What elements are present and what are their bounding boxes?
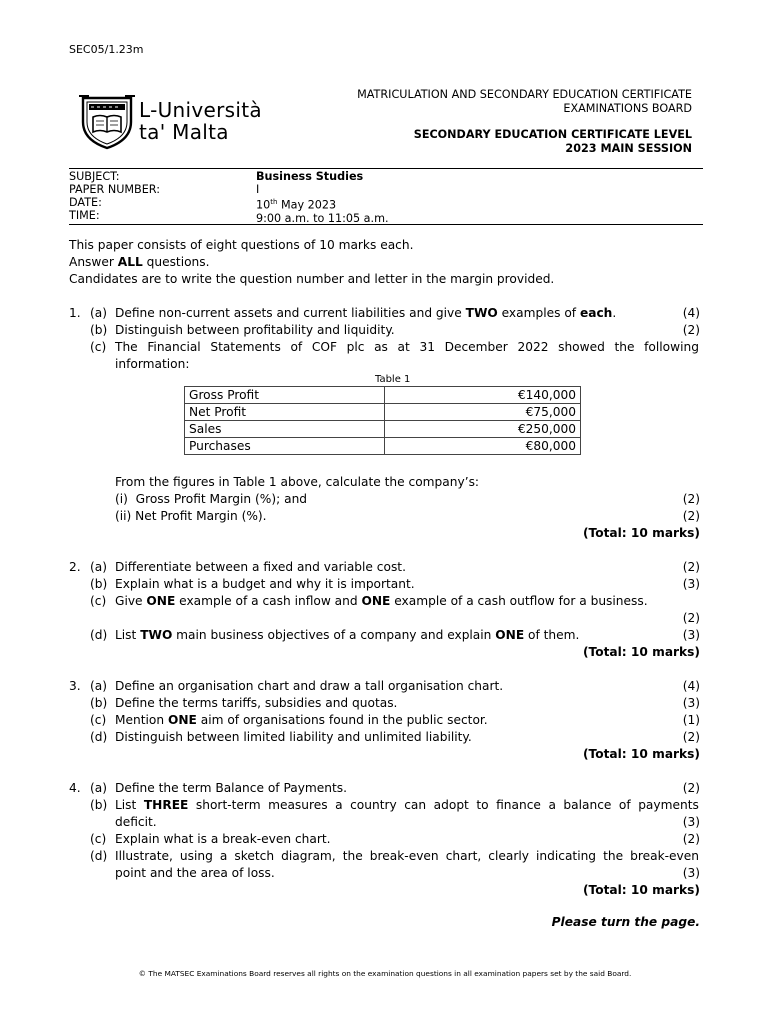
q1a-marks: (4) (682, 306, 700, 320)
financial-table (184, 386, 581, 455)
university-name-line1: L-Università (139, 98, 262, 122)
q1-calc-intro: From the figures in Table 1 above, calculate the company’s: (115, 475, 480, 489)
info-labels (69, 170, 160, 222)
q4a-marks: (2) (682, 781, 700, 795)
q2a-text: Differentiate between a fixed and variable cost. (115, 560, 406, 574)
q4d-text-cont: point and the area of loss. (115, 866, 275, 880)
q4-number: 4. (69, 781, 81, 795)
q2a-letter: (a) (90, 560, 107, 574)
q3d-marks: (2) (682, 730, 700, 744)
q3c-marks: (1) (682, 713, 700, 727)
q2d-text: List TWO main business objectives of a company and explain ONE of them. (115, 628, 580, 642)
q3b-text: Define the terms tariffs, subsidies and quotas. (115, 696, 398, 710)
q2b-letter: (b) (90, 577, 108, 591)
q1a-text: Define non-current assets and current liabilities and give TWO examples of each. (115, 306, 617, 320)
q3-total: (Total: 10 marks) (582, 747, 700, 761)
board-title: MATRICULATION AND SECONDARY EDUCATION CERTIFICATE EXAMINATIONS BOARD (357, 88, 692, 115)
q1-calc-ii-marks: (2) (682, 509, 700, 523)
session-title: SECONDARY EDUCATION CERTIFICATE LEVEL 2023 MAIN SESSION (413, 128, 692, 155)
q2b-text: Explain what is a budget and why it is important. (115, 577, 415, 591)
q3d-text: Distinguish between limited liability and unlimited liability. (115, 730, 472, 744)
table-row: Net Profit €75,000 (185, 404, 581, 421)
q3-number: 3. (69, 679, 81, 693)
turn-page-note: Please turn the page. (551, 915, 700, 929)
date-value: 10th May 2023 (256, 198, 337, 212)
q4d-marks: (3) (682, 866, 700, 880)
q1b-text: Distinguish between profitability and liquidity. (115, 323, 395, 337)
q3b-marks: (3) (682, 696, 700, 710)
q2-number: 2. (69, 560, 81, 574)
q2c-letter: (c) (90, 594, 107, 608)
q2c-marks: (2) (682, 611, 700, 625)
subject-label: SUBJECT: (69, 170, 120, 183)
q4c-marks: (2) (682, 832, 700, 846)
instruction-line2: Answer ALL questions. (69, 255, 210, 269)
paper-code: SEC05/1.23m (69, 43, 144, 56)
q1b-letter: (b) (90, 323, 108, 337)
instruction-line1: This paper consists of eight questions of 10 marks each. (69, 238, 414, 252)
table-row: Purchases €80,000 (185, 438, 581, 455)
q1c-text: The Financial Statements of COF plc as at 31 December 2022 showed the following (115, 340, 699, 354)
q3b-letter: (b) (90, 696, 108, 710)
q4a-letter: (a) (90, 781, 107, 795)
q2d-letter: (d) (90, 628, 108, 642)
table-row: Gross Profit €140,000 (185, 387, 581, 404)
q3c-letter: (c) (90, 713, 107, 727)
divider-top (69, 168, 703, 169)
q3a-text: Define an organisation chart and draw a tall organisation chart. (115, 679, 504, 693)
university-name-line2: ta' Malta (139, 120, 229, 144)
q4d-text: Illustrate, using a sketch diagram, the break-even chart, clearly indicating the break-even (115, 849, 699, 863)
q4b-marks: (3) (682, 815, 700, 829)
q4b-text: List THREE short-term measures a country can adopt to finance a balance of payments (115, 798, 699, 812)
q3c-text: Mention ONE aim of organisations found in the public sector. (115, 713, 488, 727)
info-values (256, 170, 389, 225)
table-caption: Table 1 (375, 374, 411, 385)
q3d-letter: (d) (90, 730, 108, 744)
q1c-letter: (c) (90, 340, 107, 354)
q4-total: (Total: 10 marks) (582, 883, 700, 897)
q4c-text: Explain what is a break-even chart. (115, 832, 331, 846)
paper-label: PAPER NUMBER: (69, 183, 160, 196)
q1-calc-ii: (ii) Net Profit Margin (%). (115, 509, 267, 523)
q2d-marks: (3) (682, 628, 700, 642)
date-label: DATE: (69, 196, 102, 209)
divider-bottom (69, 224, 703, 225)
q1a-letter: (a) (90, 306, 107, 320)
q4b-letter: (b) (90, 798, 108, 812)
q4a-text: Define the term Balance of Payments. (115, 781, 348, 795)
time-value: 9:00 a.m. to 11:05 a.m. (256, 211, 389, 225)
table-row: Sales €250,000 (185, 421, 581, 438)
q1-calc-i: (i) Gross Profit Margin (%); and (115, 492, 308, 506)
q1-number: 1. (69, 306, 81, 320)
q1-total: (Total: 10 marks) (582, 526, 700, 540)
university-crest-icon (77, 92, 137, 150)
instruction-line3: Candidates are to write the question number and letter in the margin provided. (69, 272, 555, 286)
q4d-letter: (d) (90, 849, 108, 863)
q2-total: (Total: 10 marks) (582, 645, 700, 659)
q1-calc-i-marks: (2) (682, 492, 700, 506)
time-label: TIME: (69, 209, 100, 222)
q3a-marks: (4) (682, 679, 700, 693)
q3a-letter: (a) (90, 679, 107, 693)
q1c-text-cont: information: (115, 357, 190, 371)
q2a-marks: (2) (682, 560, 700, 574)
paper-value: I (256, 183, 260, 196)
q4c-letter: (c) (90, 832, 107, 846)
q4b-text-cont: deficit. (115, 815, 157, 829)
q2b-marks: (3) (682, 577, 700, 591)
q2c-text: Give ONE example of a cash inflow and ONE example of a cash outflow for a business. (115, 594, 648, 608)
copyright-footer: © The MATSEC Examinations Board reserves all rights on the examination questions in all examination papers set by the said Board. (138, 969, 632, 978)
q1b-marks: (2) (682, 323, 700, 337)
subject-value: Business Studies (256, 170, 364, 183)
